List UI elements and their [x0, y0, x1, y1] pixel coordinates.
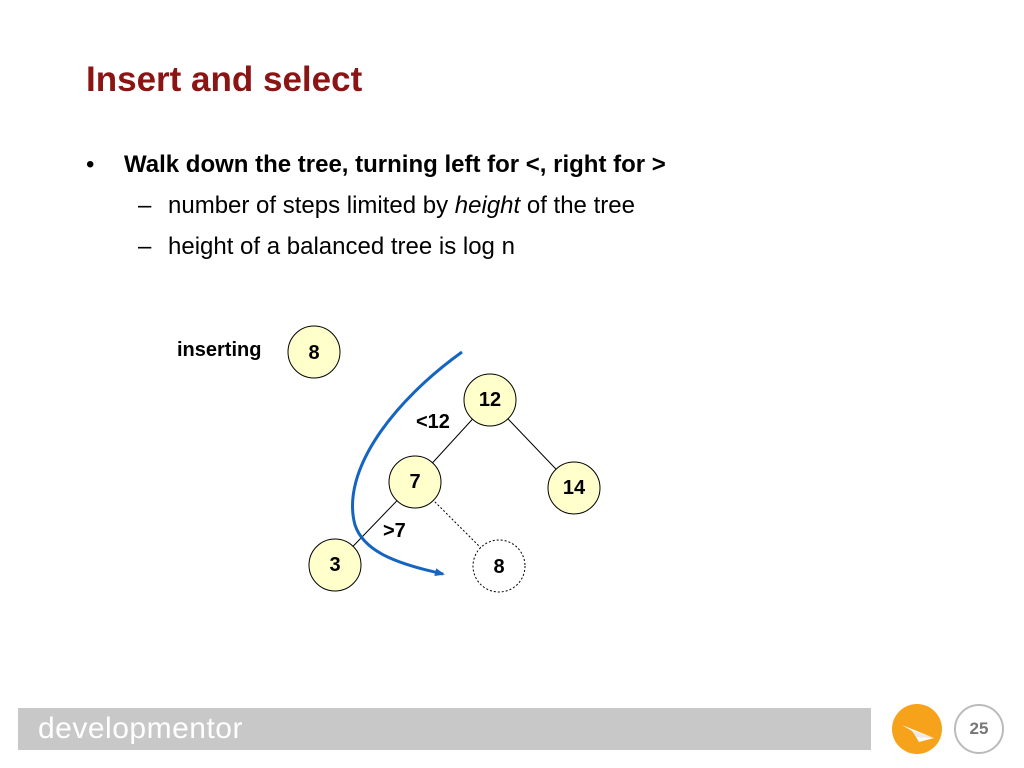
page-number: 25 [954, 704, 1004, 754]
inserting-node-value: 8 [308, 342, 320, 364]
sub-item-text: height of a balanced tree is log n [168, 233, 515, 260]
node-14-value: 14 [562, 477, 586, 499]
inserting-label: inserting [177, 339, 262, 361]
sub-item-marker: – [138, 233, 152, 260]
footer-bar [18, 708, 871, 750]
node-12-value: 12 [478, 389, 502, 411]
sub-item-emphasis: height [454, 192, 521, 219]
sub-item-text-after: of the tree [520, 192, 635, 219]
path-label-gt-7: >7 [383, 520, 406, 542]
bullet-marker: • [86, 151, 95, 178]
brand-wordmark: developmentor [38, 712, 243, 745]
bullet-text: Walk down the tree, turning left for <, right for > [124, 151, 666, 178]
node-3-value: 3 [329, 554, 341, 576]
node-7-value: 7 [409, 471, 421, 493]
paper-plane-logo-icon [892, 704, 942, 754]
sub-item-marker: – [138, 192, 152, 219]
sub-item-text-before: number of steps limited by [168, 192, 455, 219]
path-label-lt-12: <12 [416, 411, 450, 433]
node-8-new-value: 8 [493, 556, 505, 578]
slide-title: Insert and select [86, 60, 363, 99]
